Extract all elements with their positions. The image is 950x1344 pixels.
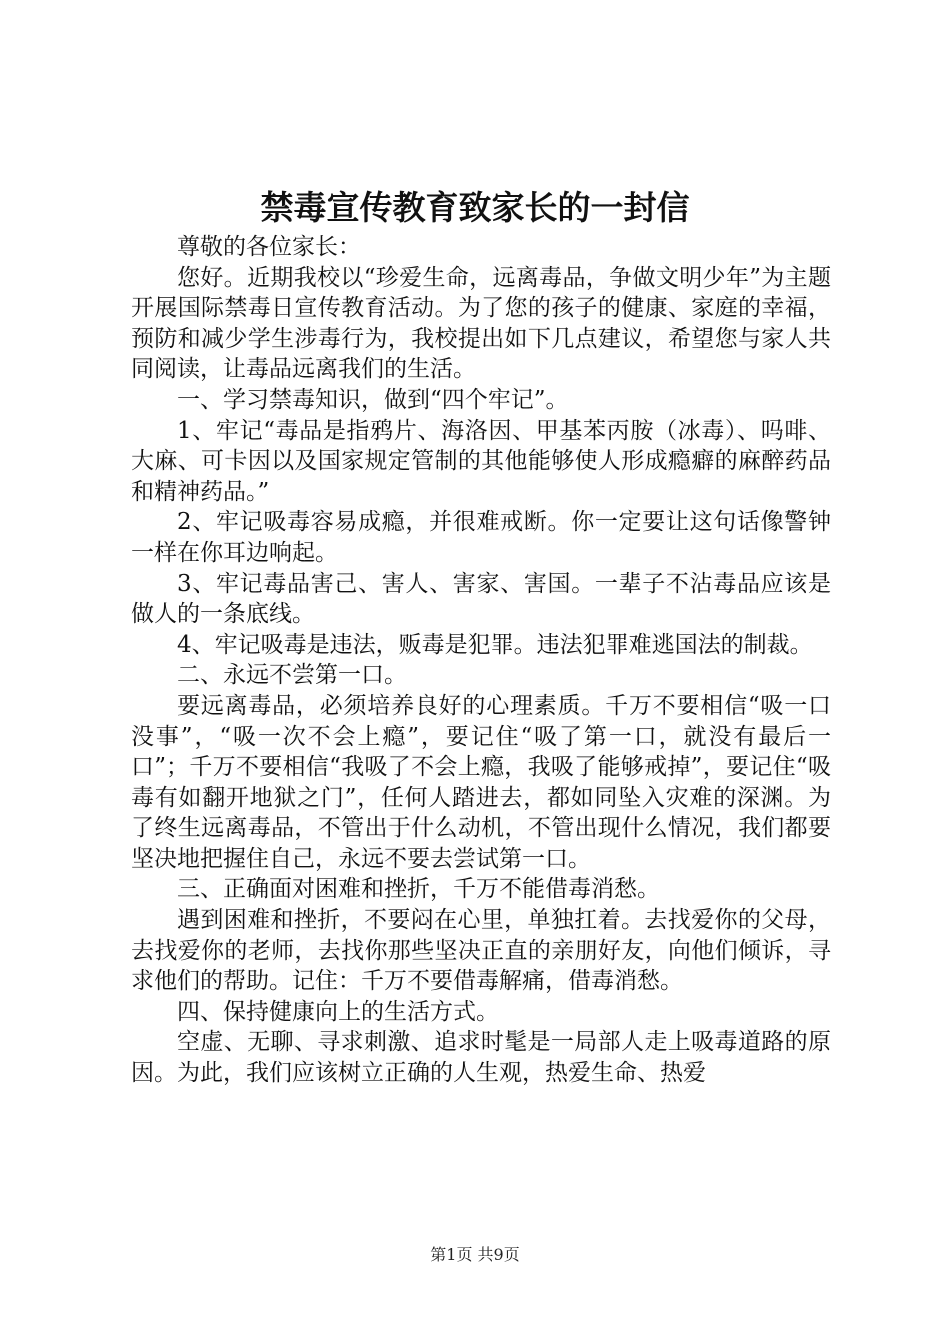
letter-body bbox=[131, 232, 831, 1089]
section-heading-4: 四、保持健康向上的生活方式。 bbox=[177, 998, 499, 1025]
paragraph-lifestyle: 空虚、无聊、寻求刺激、追求时髦是一局部人走上吸毒道路的原因。为此，我们应该树立正确的人生观，热爱生命、热爱 bbox=[131, 1029, 831, 1087]
paragraph-item-4: 4、牢记吸毒是违法，贩毒是犯罪。违法犯罪难逃国法的制裁。 bbox=[177, 631, 813, 658]
section-heading-1: 一、学习禁毒知识，做到“四个牢记”。 bbox=[177, 386, 569, 413]
page-title: 禁毒宣传教育致家长的一封信 bbox=[260, 188, 690, 227]
paragraph-item-3: 3、牢记毒品害己、害人、害家、害国。一辈子不沾毒品应该是做人的一条底线。 bbox=[131, 570, 831, 628]
paragraph-item-2: 2、牢记吸毒容易成瘾，并很难戒断。你一定要让这句话像警钟一样在你耳边响起。 bbox=[131, 509, 831, 566]
section-heading-3: 三、正确面对困难和挫折，千万不能借毒消愁。 bbox=[177, 876, 660, 903]
page-footer: 第1页 共9页 bbox=[430, 1245, 520, 1264]
section-heading-2: 二、永远不尝第一口。 bbox=[177, 662, 407, 689]
salutation: 尊敬的各位家长： bbox=[177, 234, 361, 260]
paragraph-item-1: 1、牢记“毒品是指鸦片、海洛因、甲基苯丙胺（冰毒）、吗啡、大麻、可卡因以及国家规定管制的其他能够使人形成瘾癖的麻醉药品和精神药品。” bbox=[131, 417, 831, 505]
paragraph-first-taste: 要远离毒品，必须培养良好的心理素质。千万不要相信“吸一口没事”，“吸一次不会上瘾”，要记住“吸了第一口，就没有最后一口”；千万不要相信“我吸了不会上瘾，我吸了能够戒掉”，要记住“吸毒有如翻开地狱之门”，任何人踏进去，都如同坠入灾难的深渊。为了终生远离毒品，不管出于什么动机，不管出现什么情况，我们都要坚决地把握住自己，永远不要去尝试第一口。 bbox=[131, 692, 831, 872]
paragraph-difficulties: 遇到困难和挫折，不要闷在心里，单独扛着。去找爱你的父母，去找爱你的老师，去找你那些坚决正直的亲朋好友，向他们倾诉，寻求他们的帮助。记住：千万不要借毒解痛，借毒消愁。 bbox=[131, 907, 831, 995]
paragraph-intro: 您好。近期我校以“珍爱生命，远离毒品，争做文明少年”为主题开展国际禁毒日宣传教育活动。为了您的孩子的健康、家庭的幸福，预防和减少学生涉毒行为，我校提出如下几点建议，希望您与家人共同阅读，让毒品远离我们的生活。 bbox=[131, 264, 831, 383]
